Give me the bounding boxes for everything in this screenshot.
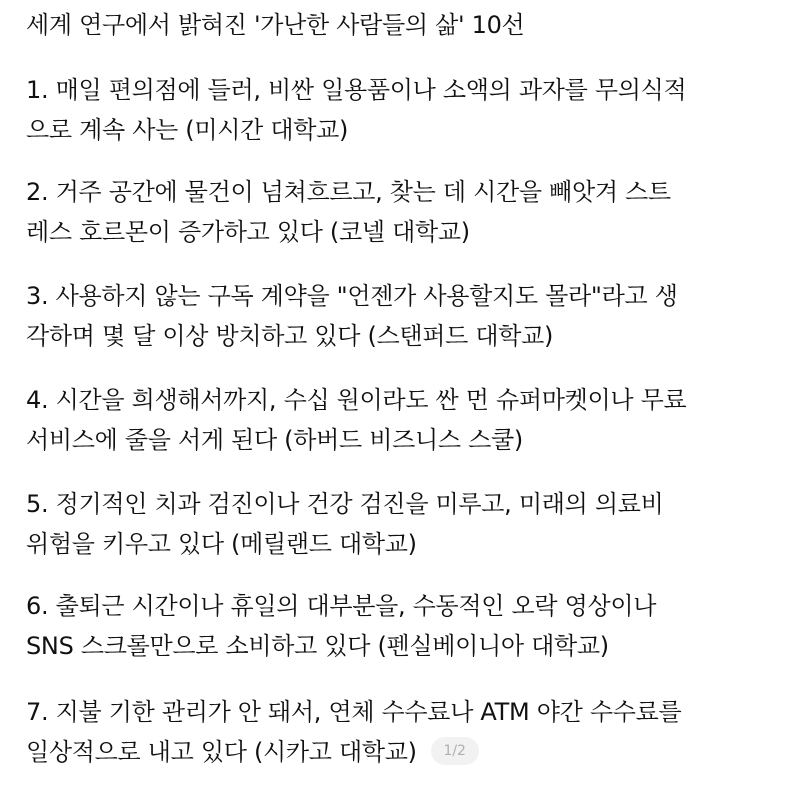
list-item-text: 2. 거주 공간에 물건이 넘쳐흐르고, 찾는 데 시간을 빼앗겨 스트: [26, 178, 671, 206]
list-item-text: 서비스에 줄을 서게 된다 (하버드 비즈니스 스쿨): [26, 426, 523, 454]
list-item: [26, 484, 786, 564]
list-item-text: 5. 정기적인 치과 검진이나 건강 검진을 미루고, 미래의 의료비: [26, 490, 664, 518]
list-item: [26, 276, 786, 356]
list-item-text: 3. 사용하지 않는 구독 계약을 "언젠가 사용할지도 몰라"라고 생: [26, 282, 678, 310]
post-title: 세계 연구에서 밝혀진 '가난한 사람들의 삶' 10선: [26, 11, 525, 39]
list-item-text: 4. 시간을 희생해서까지, 수십 원이라도 싼 먼 슈퍼마켓이나 무료: [26, 386, 687, 414]
list-item-text: 위험을 키우고 있다 (메릴랜드 대학교): [26, 530, 417, 558]
list-item-text: 각하며 몇 달 이상 방치하고 있다 (스탠퍼드 대학교): [26, 322, 554, 350]
list-item-text: 레스 호르몬이 증가하고 있다 (코넬 대학교): [26, 218, 470, 246]
list-item: [26, 586, 786, 666]
list-item-text: 으로 계속 사는 (미시간 대학교): [26, 116, 349, 144]
list-item-last-line: [26, 732, 786, 772]
list-item: [26, 70, 786, 150]
page-indicator[interactable]: 1/2: [431, 737, 479, 765]
list-item-text: 6. 출퇴근 시간이나 휴일의 대부분을, 수동적인 오락 영상이나: [26, 592, 657, 620]
list-item-text: SNS 스크롤만으로 소비하고 있다 (펜실베이니아 대학교): [26, 632, 609, 660]
list-item: [26, 692, 786, 772]
list-item-text: 1. 매일 편의점에 들러, 비싼 일용품이나 소액의 과자를 무의식적: [26, 76, 687, 104]
list-item-text: 일상적으로 내고 있다 (시카고 대학교): [26, 738, 417, 766]
list-item: [26, 380, 786, 460]
list-item-text: 7. 지불 기한 관리가 안 돼서, 연체 수수료나 ATM 야간 수수료를: [26, 698, 682, 726]
list-item: [26, 172, 786, 252]
